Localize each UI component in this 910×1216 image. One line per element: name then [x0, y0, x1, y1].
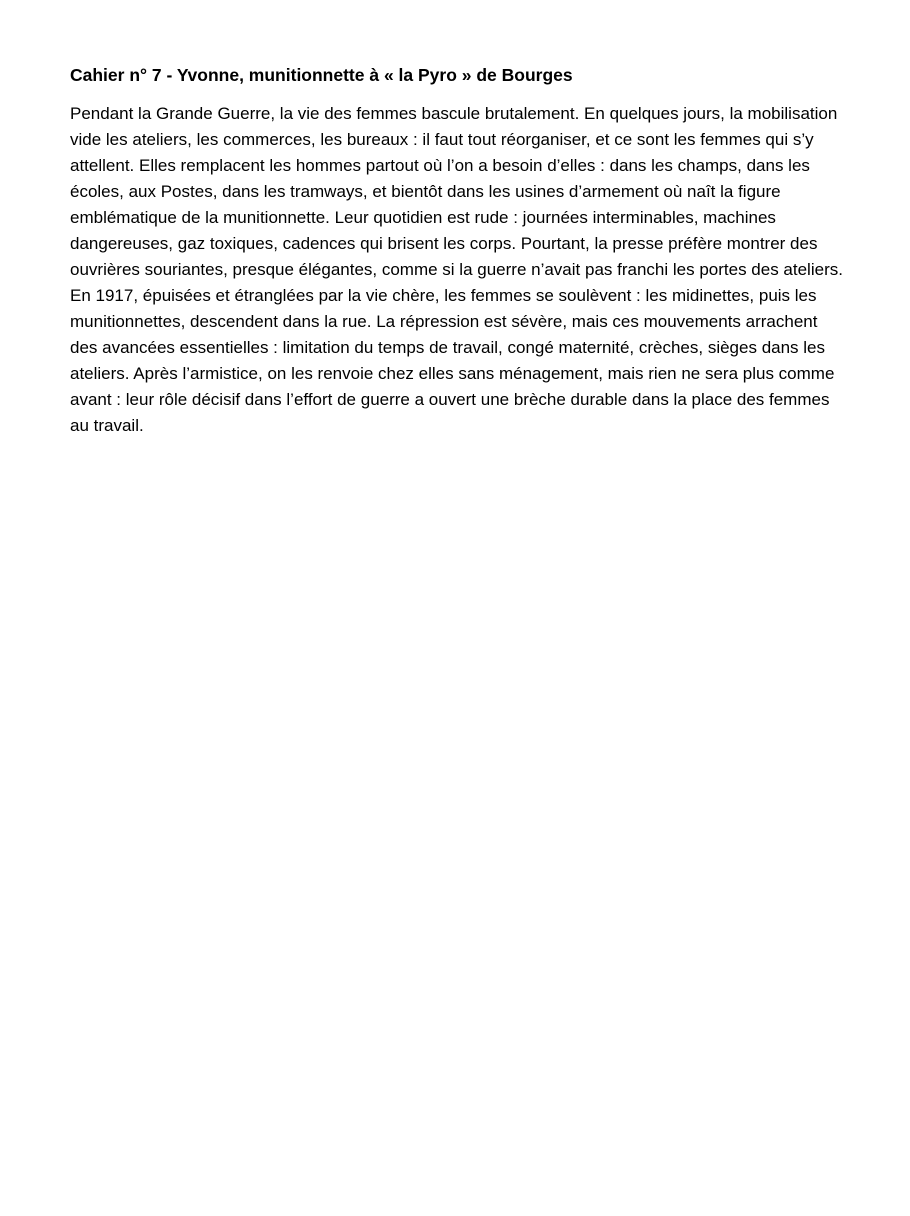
document-title: Cahier n° 7 - Yvonne, munitionnette à « la Pyro » de Bourges	[70, 65, 573, 85]
document-paragraph: Pendant la Grande Guerre, la vie des femmes bascule brutalement. En quelques jours, la mobilisation vide les ateliers, les commerces, les bureaux : il faut tout réorganiser, et ce sont les femmes qui s’y attellent. Elles remplacent les hommes partout où l’on a besoin d’elles : dans les champs, dans les écoles, aux Postes, dans les tramways, et bientôt dans les usines d’armement où naît la figure emblématique de la munitionnette. Leur quotidien est rude : journées interminables, machines dangereuses, gaz toxiques, cadences qui brisent les corps. Pourtant, la presse préfère montrer des ouvrières souriantes, presque élégantes, comme si la guerre n’avait pas franchi les portes des ateliers. En 1917, épuisées et étranglées par la vie chère, les femmes se soulèvent : les midinettes, puis les munitionnettes, descendent dans la rue. La répression est sévère, mais ces mouvements arrachent des avancées essentielles : limitation du temps de travail, congé maternité, crèches, sièges dans les ateliers. Après l’armistice, on les renvoie chez elles sans ménagement, mais rien ne sera plus comme avant : leur rôle décisif dans l’effort de guerre a ouvert une brèche durable dans la place des femmes au travail.	[70, 104, 843, 435]
